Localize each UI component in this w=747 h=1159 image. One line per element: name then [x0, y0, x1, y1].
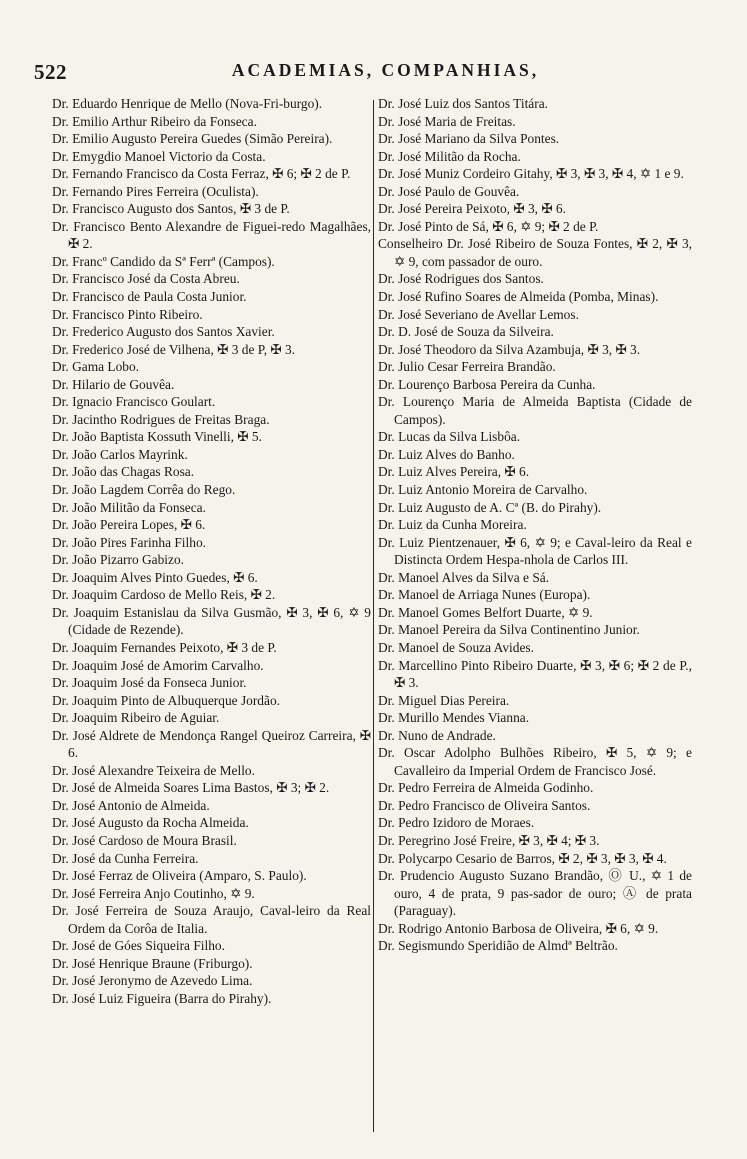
name-entry: Dr. Manoel de Souza Avides. [378, 639, 534, 655]
name-entry: Dr. D. José de Souza da Silveira. [378, 324, 554, 340]
name-entry: Dr. Emygdio Manoel Victorio da Costa. [52, 148, 266, 164]
name-entry: Dr. José de Góes Siqueira Filho. [52, 938, 225, 954]
page-number: 522 [34, 60, 67, 84]
name-entry: Dr. José da Cunha Ferreira. [52, 850, 199, 866]
name-entry: Dr. Manoel Pereira da Silva Continentino Junior. [378, 622, 640, 638]
name-entry: Dr. José Luiz Figueira (Barra do Pirahy). [52, 990, 272, 1006]
name-entry: Dr. Marcellino Pinto Ribeiro Duarte, ✠ 3, ✠ 6; ✠ 2 de P., ✠ 3. [378, 657, 692, 691]
name-entry: Dr. José Rodrigues dos Santos. [378, 271, 544, 287]
name-entry: Dr. José Aldrete de Mendonça Rangel Queiroz Carreira, ✠ 6. [52, 727, 371, 761]
name-entry: Dr. Francisco José da Costa Abreu. [52, 271, 240, 287]
name-entry: Dr. Murillo Mendes Vianna. [378, 710, 530, 726]
name-entry: Dr. Fernando Francisco da Costa Ferraz, ✠ 6; ✠ 2 de P. [52, 166, 351, 182]
name-entry: Dr. José Militão da Rocha. [378, 148, 521, 164]
name-entry: Dr. Joaquim José de Amorim Carvalho. [52, 657, 264, 673]
name-entry: Dr. José Paulo de Gouvêa. [378, 183, 520, 199]
name-entry: Dr. José Augusto da Rocha Almeida. [52, 815, 249, 831]
name-entry: Dr. José Rufino Soares de Almeida (Pomba, Minas). [378, 289, 659, 305]
name-entry: Dr. Francisco Augusto dos Santos, ✠ 3 de P. [52, 201, 290, 217]
name-entry: Dr. José Jeronymo de Azevedo Lima. [52, 973, 253, 989]
name-entry: Dr. Joaquim Pinto de Albuquerque Jordão. [52, 692, 280, 708]
name-entry: Dr. Jacintho Rodrigues de Freitas Braga. [52, 411, 270, 427]
name-entry: Dr. José Ferraz de Oliveira (Amparo, S. Paulo). [52, 868, 307, 884]
name-entry: Dr. Eduardo Henrique de Mello (Nova-Fri-burgo). [52, 96, 323, 111]
name-entry: Dr. João Lagdem Corrêa do Rego. [52, 482, 236, 498]
name-entry: Dr. José de Almeida Soares Lima Bastos, ✠ 3; ✠ 2. [52, 780, 330, 796]
name-entry: Dr. Luiz Alves Pereira, ✠ 6. [378, 464, 530, 480]
name-entry: Dr. José Cardoso de Moura Brasil. [52, 832, 237, 848]
name-entry: Dr. Luiz da Cunha Moreira. [378, 517, 527, 533]
name-entry: Dr. Nuno de Andrade. [378, 727, 496, 743]
name-entry: Dr. Ignacio Francisco Goulart. [52, 394, 216, 410]
name-entry: Dr. José Ferreira Anjo Coutinho, ✡ 9. [52, 885, 255, 901]
name-entry: Dr. Luiz Pientzenauer, ✠ 6, ✡ 9; e Caval-leiro da Real e Distincta Ordem Hespa-nhola de Carlos III. [378, 534, 692, 568]
name-entry: Dr. Segismundo Speridião de Almdª Beltrão. [378, 938, 618, 954]
name-entry: Dr. Emilio Arthur Ribeiro da Fonseca. [52, 113, 257, 129]
name-entry: Dr. Polycarpo Cesario de Barros, ✠ 2, ✠ 3, ✠ 3, ✠ 4. [378, 850, 667, 866]
name-entry: Dr. Rodrigo Antonio Barbosa de Oliveira, ✠ 6, ✡ 9. [378, 920, 659, 936]
name-entry: Conselheiro Dr. José Ribeiro de Souza Fontes, ✠ 2, ✠ 3, ✡ 9, com passador de ouro. [378, 236, 692, 269]
name-entry: Dr. Hilario de Gouvêa. [52, 376, 175, 392]
name-entry: Dr. Luiz Alves do Banho. [378, 446, 515, 462]
left-column [52, 95, 371, 1007]
name-entry: Dr. Frederico Augusto dos Santos Xavier. [52, 324, 275, 340]
name-entry: Dr. João Pires Farinha Filho. [52, 534, 206, 550]
name-entry: Dr. Pedro Izidoro de Moraes. [378, 815, 535, 831]
name-entry: Dr. Joaquim Ribeiro de Aguiar. [52, 710, 220, 726]
name-entry: Dr. Luiz Augusto de A. Cª (B. do Pirahy). [378, 499, 602, 515]
name-entry: Dr. João Pereira Lopes, ✠ 6. [52, 517, 206, 533]
name-entry: Dr. José Henrique Braune (Friburgo). [52, 955, 253, 971]
name-entry: Dr. José Pinto de Sá, ✠ 6, ✡ 9; ✠ 2 de P. [378, 218, 599, 234]
name-entry: Dr. João das Chagas Rosa. [52, 464, 195, 480]
name-entry: Dr. Luiz Antonio Moreira de Carvalho. [378, 482, 588, 498]
name-entry: Dr. Joaquim Alves Pinto Guedes, ✠ 6. [52, 569, 258, 585]
name-entry: Dr. José Antonio de Almeida. [52, 797, 210, 813]
name-entry: Dr. Manoel de Arriaga Nunes (Europa). [378, 587, 591, 603]
page-header [34, 60, 707, 88]
name-entry: Dr. Emilio Augusto Pereira Guedes (Simão Pereira). [52, 131, 333, 147]
name-entry: Dr. José Mariano da Silva Pontes. [378, 131, 560, 147]
name-entry: Dr. José Severiano de Avellar Lemos. [378, 306, 579, 322]
name-entry: Dr. Frederico José de Vilhena, ✠ 3 de P, ✠ 3. [52, 341, 296, 357]
name-entry: Dr. Lucas da Silva Lisbôa. [378, 429, 521, 445]
name-entry: Dr. Peregrino José Freire, ✠ 3, ✠ 4; ✠ 3. [378, 832, 600, 848]
name-entry: Dr. Joaquim José da Fonseca Junior. [52, 675, 247, 691]
name-entry: Dr. Miguel Dias Pereira. [378, 692, 510, 708]
name-entry: Dr. José Luiz dos Santos Titára. [378, 96, 548, 111]
name-entry: Dr. Francisco Bento Alexandre de Figuei-redo Magalhães, ✠ 2. [52, 218, 371, 252]
name-entry: Dr. Manoel Alves da Silva e Sá. [378, 569, 550, 585]
name-entry: Dr. José Maria de Freitas. [378, 113, 516, 129]
name-entry: Dr. José Muniz Cordeiro Gitahy, ✠ 3, ✠ 3, ✠ 4, ✡ 1 e 9. [378, 166, 684, 182]
name-entry: Dr. Manoel Gomes Belfort Duarte, ✡ 9. [378, 604, 593, 620]
name-entry: Dr. José Alexandre Teixeira de Mello. [52, 762, 255, 778]
name-entry: Dr. Francisco de Paula Costa Junior. [52, 289, 247, 305]
name-entry: Dr. Francisco Pinto Ribeiro. [52, 306, 203, 322]
right-column [378, 95, 692, 955]
name-entry: Dr. João Carlos Mayrink. [52, 446, 188, 462]
name-entry: Dr. Francº Candido da Sª Ferrª (Campos). [52, 253, 275, 269]
name-entry: Dr. Gama Lobo. [52, 359, 140, 375]
name-entry: Dr. João Militão da Fonseca. [52, 499, 206, 515]
name-entry: Dr. José Theodoro da Silva Azambuja, ✠ 3, ✠ 3. [378, 341, 641, 357]
name-entry: Dr. João Pizarro Gabizo. [52, 552, 185, 568]
name-entry: Dr. Lourenço Maria de Almeida Baptista (Cidade de Campos). [378, 394, 692, 427]
name-entry: Dr. Pedro Ferreira de Almeida Godinho. [378, 780, 594, 796]
name-entry: Dr. Julio Cesar Ferreira Brandão. [378, 359, 556, 375]
name-entry: Dr. José Pereira Peixoto, ✠ 3, ✠ 6. [378, 201, 566, 217]
name-entry: Dr. José Ferreira de Souza Araujo, Caval-leiro da Real Ordem da Corôa de Italia. [52, 903, 371, 936]
name-entry: Dr. Fernando Pires Ferreira (Oculista). [52, 183, 259, 199]
name-entry: Dr. Joaquim Estanislau da Silva Gusmão, ✠ 3, ✠ 6, ✡ 9 (Cidade de Rezende). [52, 604, 371, 638]
column-divider [373, 100, 374, 1132]
name-entry: Dr. João Baptista Kossuth Vinelli, ✠ 5. [52, 429, 262, 445]
name-entry: Dr. Joaquim Fernandes Peixoto, ✠ 3 de P. [52, 639, 277, 655]
name-entry: Dr. Lourenço Barbosa Pereira da Cunha. [378, 376, 596, 392]
name-entry: Dr. Prudencio Augusto Suzano Brandão, Ⓞ U., ✡ 1 de ouro, 4 de prata, 9 pas-sador de ouro; Ⓐ de prata (Paraguay). [378, 868, 692, 919]
running-head: ACADEMIAS, COMPANHIAS, [231, 60, 540, 80]
name-entry: Dr. Joaquim Cardoso de Mello Reis, ✠ 2. [52, 587, 276, 603]
name-entry: Dr. Pedro Francisco de Oliveira Santos. [378, 797, 591, 813]
name-entry: Dr. Oscar Adolpho Bulhões Ribeiro, ✠ 5, ✡ 9; e Cavalleiro da Imperial Ordem de Francisco José. [378, 745, 692, 778]
